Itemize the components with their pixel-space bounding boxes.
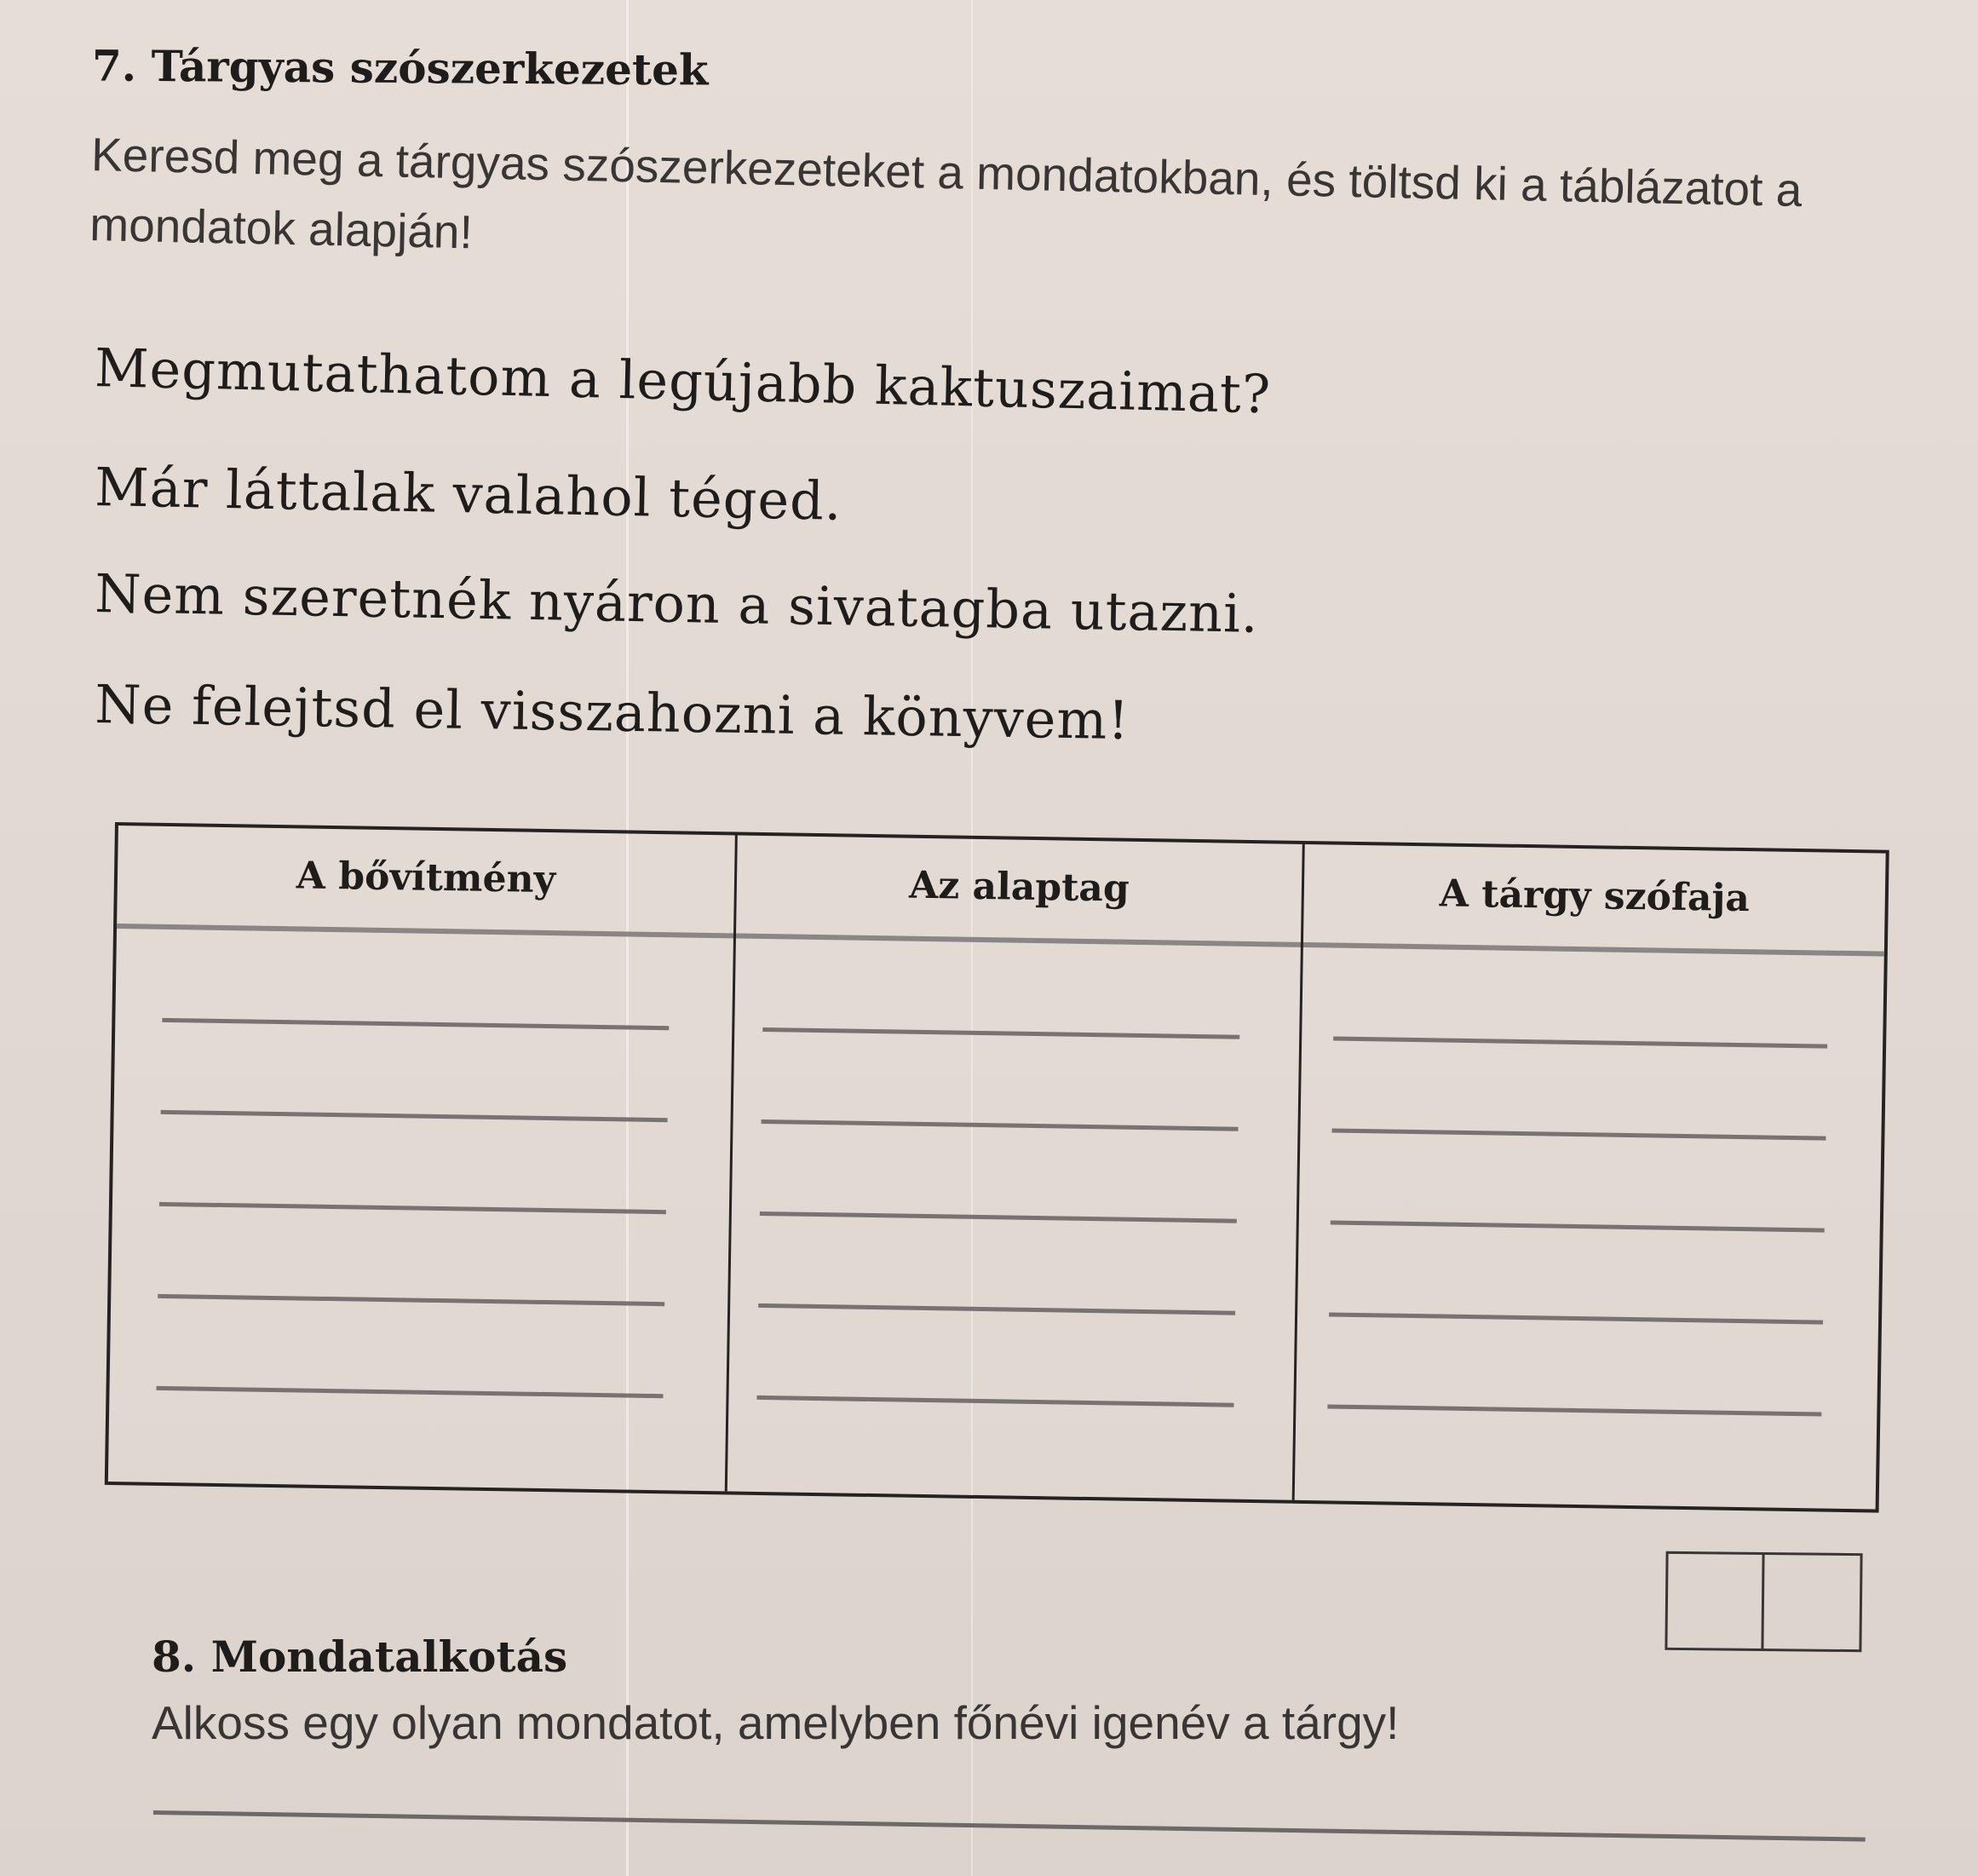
answer-line[interactable]: [153, 1810, 1866, 1842]
answer-blank-line[interactable]: [756, 1395, 1233, 1407]
score-box: [1665, 1551, 1862, 1652]
answer-blank-line[interactable]: [762, 1119, 1239, 1131]
answer-blank-line[interactable]: [1331, 1128, 1826, 1140]
sentence-1: Megmutathatom a legújabb kaktuszaimat?: [94, 337, 1272, 426]
sentence-4: Ne felejtsd el visszahozni a könyvem!: [94, 673, 1130, 752]
column-header-extension: A bővítmény: [296, 854, 556, 902]
sentence-2: Már láttalak valahol téged.: [94, 456, 843, 532]
task7-instruction: Keresd meg a tárgyas szószerkezeteket a mondatokban, és töltsd ki a táblázatot a mondatok alapján!: [89, 127, 1803, 259]
answer-table: [105, 822, 1889, 1513]
column-header-word-class: A tárgy szófaja: [1439, 872, 1751, 921]
score-box-divider: [1761, 1555, 1764, 1649]
answer-blank-line[interactable]: [762, 1027, 1239, 1039]
column-header-head: Az alaptag: [908, 863, 1130, 911]
header-divider: [117, 924, 1884, 957]
sentence-3: Nem szeretnék nyáron a sivatagba utazni.: [94, 562, 1260, 645]
answer-blank-line[interactable]: [159, 1202, 666, 1214]
answer-blank-line[interactable]: [1331, 1220, 1825, 1232]
answer-blank-line[interactable]: [1327, 1404, 1821, 1416]
task8-title: 8. Mondatalkotás: [152, 1631, 568, 1682]
task8-instruction: Alkoss egy olyan mondatot, amelyben főnévi igenév a tárgy!: [152, 1696, 1400, 1749]
writing-lines: [118, 826, 1886, 854]
answer-blank-line[interactable]: [162, 1018, 669, 1030]
answer-blank-line[interactable]: [1333, 1036, 1827, 1048]
task7-title: 7. Tárgyas szószerkezetek: [91, 40, 709, 95]
answer-blank-line[interactable]: [758, 1303, 1235, 1315]
answer-blank-line[interactable]: [1329, 1312, 1823, 1324]
answer-blank-line[interactable]: [157, 1386, 664, 1398]
answer-blank-line[interactable]: [158, 1294, 664, 1306]
answer-blank-line[interactable]: [161, 1110, 668, 1122]
answer-blank-line[interactable]: [760, 1211, 1237, 1223]
